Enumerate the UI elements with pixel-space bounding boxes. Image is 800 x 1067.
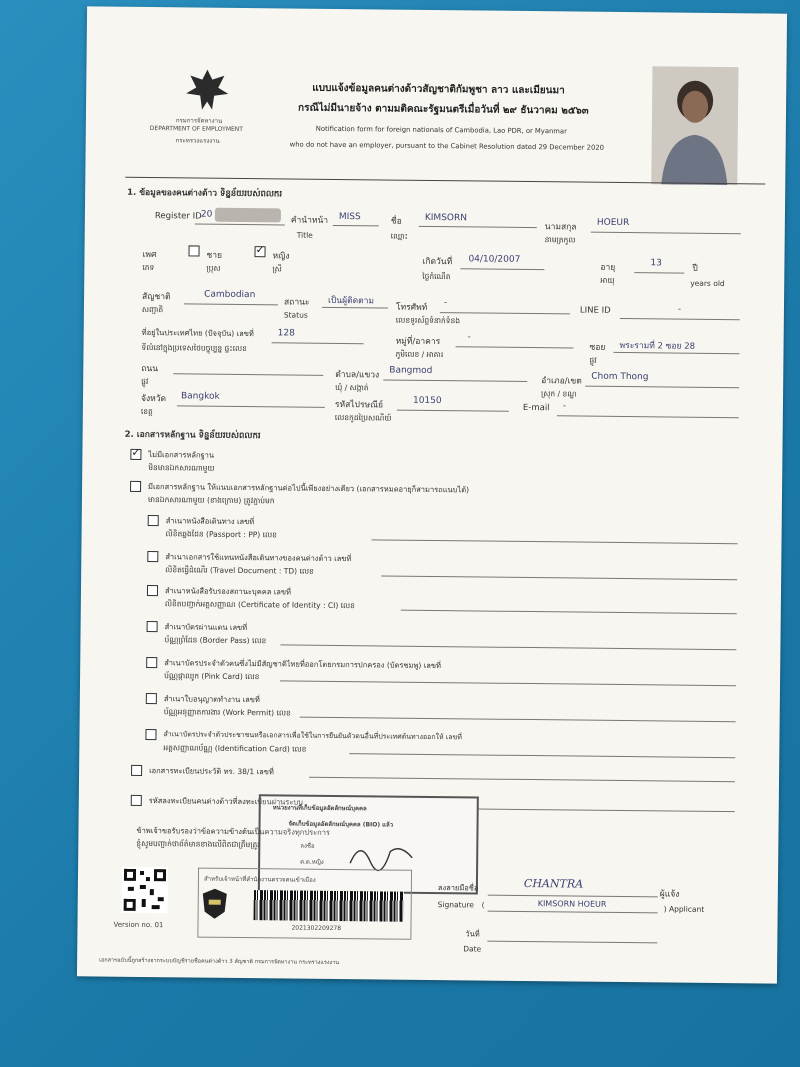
address-sub: ទីលំនៅក្នុងប្រទេសថៃបច្ចុប្បន្ន ផ្ទះលេខ [141, 342, 247, 354]
title-value: MISS [338, 212, 361, 223]
section1-heading: 1. ข้อมูลของคนต่างด้าว ទិន្នន័យរបស់ពលករ [127, 187, 283, 200]
moo-label: หมู่ที่/อาคาร [395, 336, 441, 348]
subdistrict-label: ตำบล/แขวง [335, 369, 380, 381]
applicant-photo [651, 66, 738, 185]
declaration-thai: ข้าพเจ้าขอรับรองว่าข้อความข้างต้นเป็นความจริงทุกประการ [136, 825, 331, 837]
district-sub: ស្រុក / ខណ្ឌ [541, 389, 577, 399]
first-name-sub: ឈ្មោះ [390, 231, 408, 241]
female-checkbox[interactable] [254, 246, 265, 257]
male-label: ชาย [206, 250, 223, 261]
version-label: Version no. 01 [113, 920, 164, 930]
email-label: E-mail [522, 402, 550, 414]
subdistrict-sub: ឃុំ / សង្កាត់ [335, 382, 369, 393]
form-document [77, 6, 787, 983]
dob-value: 04/10/2007 [468, 254, 521, 265]
applicant-thai: ผู้แจ้ง [659, 889, 680, 900]
signature-label-thai: ลงลายมือชื่อ [437, 883, 479, 893]
age-sub: អាយុ [600, 275, 615, 285]
address-label: ที่อยู่ในประเทศไทย (ปัจจุบัน) เลขที่ [141, 327, 254, 339]
has-document-sub: មានឯកសារណាមួយ (ខាងក្រោម) ត្រូវភ្ជាប់មក [147, 495, 275, 506]
doc-passport-sub: លិខិតឆ្លងដែន (Passport : PP) លេខ [165, 529, 277, 540]
doc-passport-label: สำเนาหนังสือเดินทาง เลขที่ [165, 516, 255, 527]
barcode-number: 2021302209278 [291, 924, 342, 933]
printed-name: KIMSORN HOEUR [537, 899, 607, 909]
date-label-thai: วันที่ [465, 929, 480, 939]
doc-travel-checkbox[interactable] [147, 551, 158, 562]
line-id-value: - [677, 304, 682, 315]
sex-label: เพศ [142, 249, 157, 261]
surname-label: นามสกุล [544, 222, 577, 233]
doc-tr38-checkbox[interactable] [131, 765, 142, 776]
age-value: 13 [650, 258, 662, 269]
applicant-en: ) Applicant [663, 904, 705, 914]
sex-sub: ភេទ [142, 262, 155, 273]
officer-box [197, 868, 412, 940]
title-label: คำนำหน้า [290, 215, 329, 226]
status-value: เป็นผู้ติดตาม [327, 295, 375, 307]
no-document-checkbox[interactable] [130, 449, 141, 460]
doc-pink-card-label: สำเนาบัตรประจำตัวคนซึ่งไม่มีสัญชาติไทยที่ออกโดยกรมการปกครอง (บัตรชมพู) เลขที่ [164, 658, 442, 671]
province-label: จังหวัด [140, 393, 167, 405]
dob-sub: ថ្ងៃកំណើត [422, 271, 451, 282]
signature-value: CHANTRA [523, 876, 584, 891]
person-photo-icon [651, 66, 738, 185]
register-id-redaction [215, 208, 281, 223]
line-id-label: LINE ID [579, 305, 611, 316]
garuda-emblem-icon [184, 67, 230, 111]
nationality-label: สัญชาติ [142, 291, 171, 303]
doc-pink-card-sub: ប័ណ្ណផ្កាឈូក (Pink Card) លេខ [164, 671, 260, 682]
stamp-line1: หน่วยงานที่เก็บข้อมูลอัตลักษณ์บุคคล [272, 804, 367, 813]
doc-registration-label: รหัสลงทะเบียนคนต่างด้าวที่ลงทะเบียนผ่านระบบ [148, 796, 303, 807]
has-document-label: มีเอกสารหลักฐาน ให้แนบเอกสารหลักฐานต่อไปนี้เพียงอย่างเดียว (เอกสารหมดอายุก็สามารถแนบได้) [148, 482, 470, 495]
first-name-label: ชื่อ [390, 216, 402, 227]
subdistrict-value: Bangmod [389, 365, 433, 376]
male-sub: ប្រុស [206, 263, 221, 273]
doc-pink-card-checkbox[interactable] [146, 657, 157, 668]
status-sub: Status [283, 310, 308, 320]
nationality-value: Cambodian [204, 289, 256, 301]
doc-registration-checkbox[interactable] [131, 795, 142, 806]
province-sub: ខេត្ត [140, 406, 153, 417]
ministry-sub: กระทรวงแรงงาน [175, 137, 220, 145]
officer-label: สำหรับเจ้าหน้าที่สำนักงานตรวจคนเข้าเมือง [203, 875, 316, 884]
dob-label: เกิดวันที่ [422, 256, 453, 268]
soi-value: พระรามที่ 2 ซอย 28 [619, 340, 696, 352]
no-document-sub: មិនមានឯកសារណាមួយ [148, 463, 215, 473]
doc-work-permit-sub: ប័ណ្ណអនុញ្ញាតការងារ (Work Permit) លេខ [163, 707, 291, 718]
form-title-en-2: who do not have an employer, pursuant to the Cabinet Resolution dated 29 December 2020 [289, 140, 605, 152]
female-sub: ស្រី [272, 264, 282, 274]
postal-sub: លេខកូដប្រៃសណីយ៍ [334, 412, 392, 423]
age-label: อายุ [600, 262, 616, 273]
soi-sub: ផ្លូវ [589, 355, 597, 365]
ministry-thai: กรมการจัดหางาน [175, 117, 223, 125]
declaration-khmer: ខ្ញុំសូមបញ្ជាក់ថាព័ត៌មានខាងលើពិតជាត្រឹមត្រូវ [136, 838, 260, 850]
register-id-label: Register ID [154, 211, 202, 222]
doc-ci-sub: លិខិតបញ្ជាក់អត្តសញ្ញាណ (Certificate of Identity : CI) លេខ [164, 599, 355, 611]
doc-id-card-checkbox[interactable] [145, 729, 156, 740]
doc-ci-label: สำเนาหนังสือรับรองสถานะบุคคล เลขที่ [164, 586, 292, 597]
surname-sub: នាមត្រកូល [544, 235, 576, 245]
doc-passport-checkbox[interactable] [148, 515, 159, 526]
section2-heading: 2. เอกสารหลักฐาน ទិន្នន័យរបស់ពលករ [124, 429, 261, 442]
female-label: หญิง [272, 251, 290, 262]
doc-tr38-label: เอกสารทะเบียนประวัติ ทร. 38/1 เลขที่ [149, 766, 274, 777]
male-checkbox[interactable] [188, 245, 199, 256]
phone-label: โทรศัพท์ [395, 302, 428, 313]
address-value: 128 [277, 328, 295, 339]
moo-value: - [467, 332, 471, 343]
doc-border-pass-sub: ប័ណ្ណព្រំដែន (Border Pass) លេខ [164, 635, 267, 646]
officer-signature-icon [346, 833, 416, 874]
doc-work-permit-checkbox[interactable] [146, 693, 157, 704]
register-id-value: 20 [200, 209, 213, 220]
signature-label-en: Signature [437, 900, 474, 910]
stamp-line2: จัดเก็บข้อมูลอัตลักษณ์บุคคล (BIO) แล้ว [288, 820, 394, 829]
doc-border-pass-label: สำเนาบัตรผ่านแดน เลขที่ [164, 622, 248, 633]
form-title-thai-1: แบบแจ้งข้อมูลคนต่างด้าวสัญชาติกัมพูชา ลาว และเมียนมา [312, 82, 565, 97]
province-value: Bangkok [180, 391, 220, 402]
has-document-checkbox[interactable] [130, 481, 141, 492]
moo-sub: ភូមិលេខ / អាគារ [395, 349, 444, 360]
qr-code-icon [122, 867, 168, 913]
soi-label: ซอย [589, 342, 606, 353]
form-title-en-1: Notification form for foreign nationals of Cambodia, Lao PDR, or Myanmar [315, 124, 567, 136]
district-label: อำเภอ/เขต [541, 376, 582, 387]
form-title-thai-2: กรณีไม่มีนายจ้าง ตามมติคณะรัฐมนตรีเมื่อวันที่ ๒๙ ธันวาคม ๒๕๖๓ [297, 102, 589, 117]
phone-value: - [443, 298, 448, 309]
doc-work-permit-label: สำเนาใบอนุญาตทำงาน เลขที่ [163, 694, 260, 705]
footer-note: เอกสารฉบับนี้ถูกสร้างจากระบบบัญชีรายชื่อคนต่างด้าว 3 สัญชาติ กรมการจัดหางาน กระทรวงแรงงาน [99, 957, 340, 967]
department-name: DEPARTMENT OF EMPLOYMENT [149, 125, 244, 134]
doc-border-pass-checkbox[interactable] [147, 621, 158, 632]
age-unit-en: years old [690, 278, 725, 289]
road-label: ถนน [141, 363, 159, 375]
status-label: สถานะ [283, 297, 310, 308]
email-value: - [562, 401, 567, 412]
district-value: Chom Thong [591, 371, 649, 383]
doc-travel-label: สำเนาเอกสารใช้แทนหนังสือเดินทางของคนต่างด้าว เลขที่ [165, 552, 352, 564]
stamp-line4: ต.ต.หญิง [300, 858, 324, 866]
postal-value: 10150 [412, 395, 442, 407]
no-document-label: ไม่มีเอกสารหลักฐาน [148, 450, 215, 460]
stamp-line3: ลงชื่อ [300, 842, 315, 850]
doc-id-card-label: สำเนาบัตรประจำตัวประชาชนหรือเอกสารเพื่อใช้ในการยืนยันตัวตนอื่นที่ประเทศต้นทางออกให้ เลขที่ [163, 730, 462, 742]
nationality-sub: សញ្ជាតិ [141, 304, 164, 315]
age-unit: ปี [692, 263, 698, 274]
title-sub: Title [296, 230, 313, 240]
doc-id-card-sub: អត្តសញ្ញាណប័ណ្ណ (Identification Card) លេខ [163, 743, 307, 754]
postal-label: รหัสไปรษณีย์ [334, 399, 384, 411]
doc-travel-sub: លិខិតធ្វើដំណើរ (Travel Document : TD) លេខ [165, 565, 314, 576]
date-label-en: Date [463, 944, 482, 954]
signature-paren: ( [481, 900, 485, 910]
road-sub: ផ្លូវ [141, 376, 149, 387]
surname-value: HOEUR [596, 217, 630, 229]
first-name-value: KIMSORN [424, 212, 468, 224]
phone-sub: លេខទូរស័ព្ទទំនាក់ទំនង [395, 315, 461, 326]
doc-ci-checkbox[interactable] [147, 585, 158, 596]
